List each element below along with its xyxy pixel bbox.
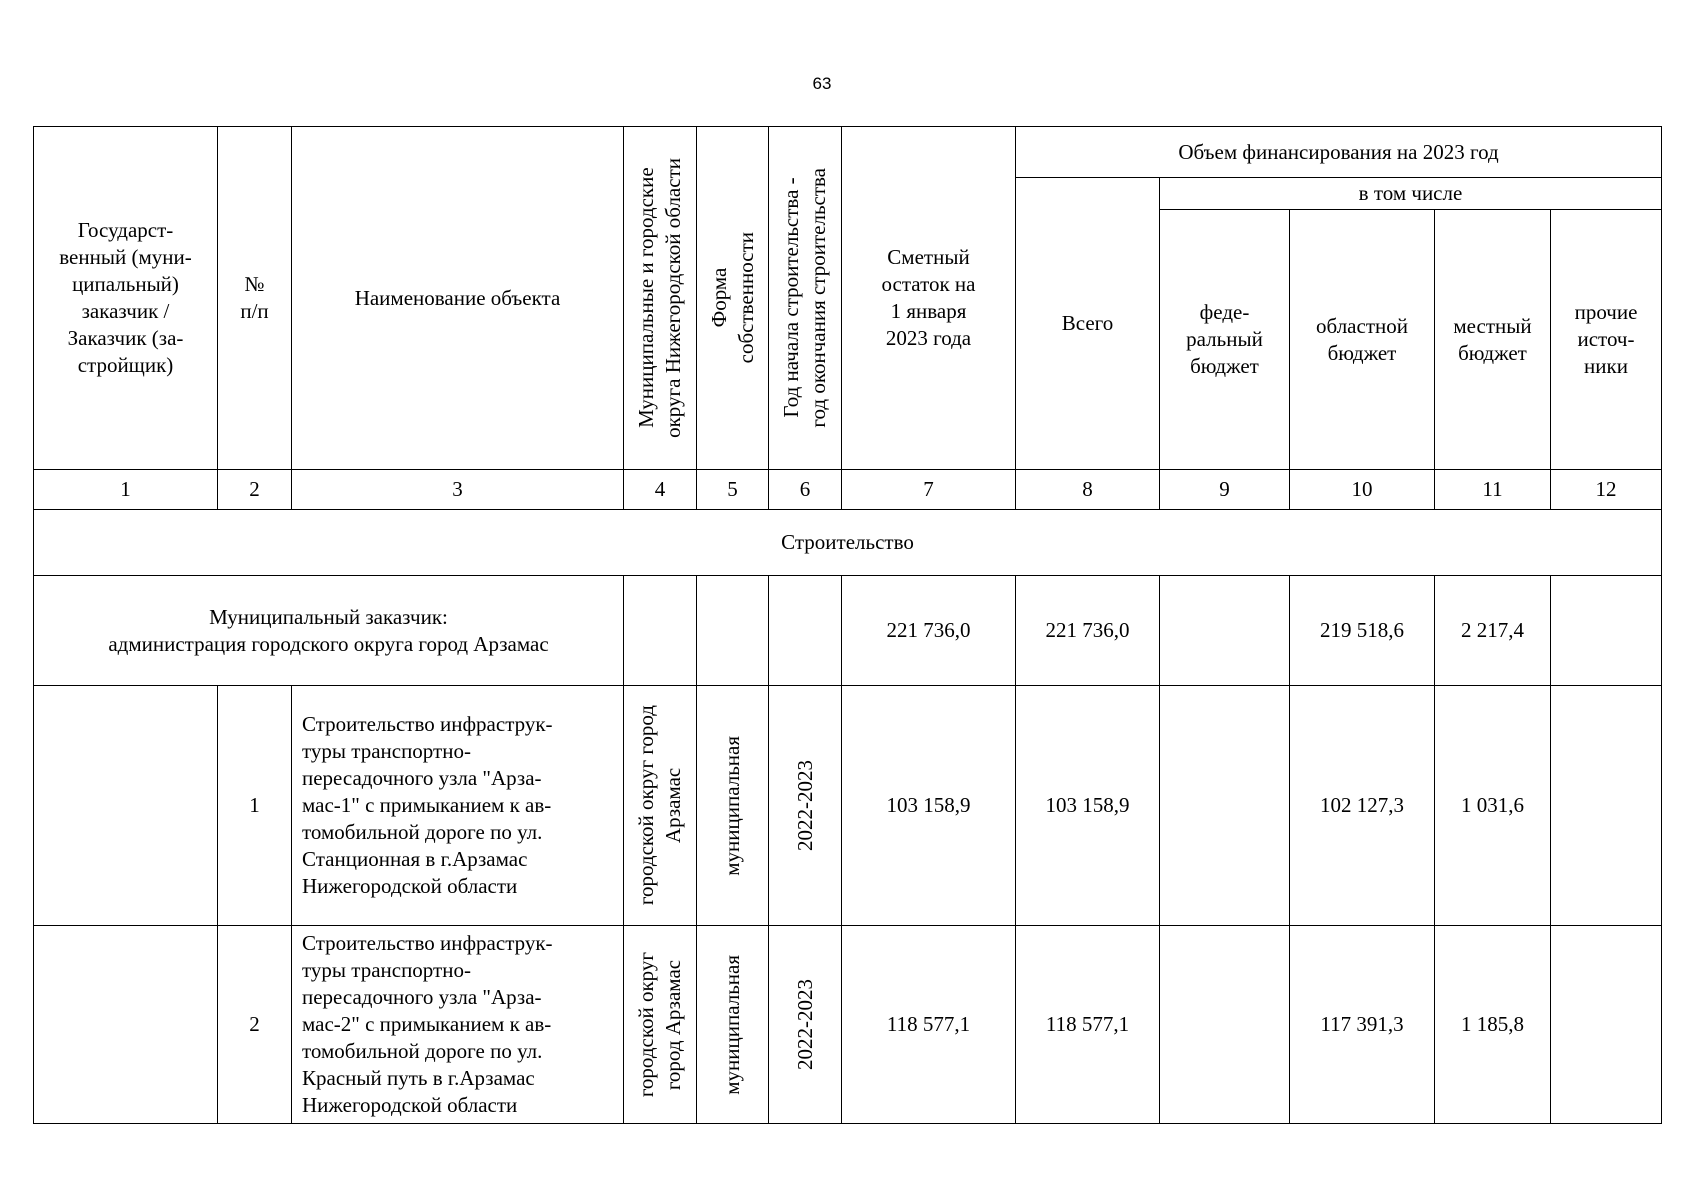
customer-federal (1160, 576, 1290, 686)
header-customer: Государст- венный (муни- ципальный) заказчик / Заказчик (за- стройщик) (34, 127, 218, 470)
column-number: 12 (1551, 470, 1662, 510)
column-number-row (34, 470, 1662, 510)
table-row (34, 686, 1662, 926)
row-years: 2022-2023 (769, 686, 842, 926)
customer-district (624, 576, 697, 686)
column-number: 8 (1016, 470, 1160, 510)
row-other (1551, 686, 1662, 926)
row-customer (34, 926, 218, 1124)
customer-remaining: 221 736,0 (842, 576, 1016, 686)
row-regional: 117 391,3 (1290, 926, 1435, 1124)
header-row-1 (34, 127, 1662, 178)
customer-other (1551, 576, 1662, 686)
column-number: 5 (697, 470, 769, 510)
customer-local: 2 217,4 (1435, 576, 1551, 686)
section-row (34, 510, 1662, 576)
row-total: 118 577,1 (1016, 926, 1160, 1124)
header-district: Муниципальные и городские округа Нижегородской области (624, 127, 697, 470)
table-row (34, 926, 1662, 1124)
header-federal: феде- ральный бюджет (1160, 210, 1290, 470)
row-federal (1160, 686, 1290, 926)
header-ownership: Форма собственности (697, 127, 769, 470)
header-local: местный бюджет (1435, 210, 1551, 470)
customer-total: 221 736,0 (1016, 576, 1160, 686)
row-object-name: Строительство инфраструк- туры транспортно- пересадочного узла "Арза- мас-2" с примыканием к ав- томобильной дороге по ул. Красный путь в г.Арзамас Нижегородской области (292, 926, 624, 1124)
column-number: 3 (292, 470, 624, 510)
financing-table (33, 126, 1662, 1124)
row-district: городской округ город Арзамас (624, 926, 697, 1124)
column-number: 1 (34, 470, 218, 510)
header-years: Год начала строительства - год окончания строительства (769, 127, 842, 470)
header-total: Всего (1016, 178, 1160, 470)
row-regional: 102 127,3 (1290, 686, 1435, 926)
column-number: 7 (842, 470, 1016, 510)
row-ownership: муниципальная (697, 926, 769, 1124)
row-district: городской округ город Арзамас (624, 686, 697, 926)
row-ownership: муниципальная (697, 686, 769, 926)
header-regional: областной бюджет (1290, 210, 1435, 470)
customer-years (769, 576, 842, 686)
customer-name: Муниципальный заказчик: администрация городского округа город Арзамас (34, 576, 624, 686)
header-number: № п/п (218, 127, 292, 470)
row-years: 2022-2023 (769, 926, 842, 1124)
customer-ownership (697, 576, 769, 686)
header-object-name: Наименование объекта (292, 127, 624, 470)
row-remaining: 103 158,9 (842, 686, 1016, 926)
column-number: 10 (1290, 470, 1435, 510)
row-remaining: 118 577,1 (842, 926, 1016, 1124)
column-number: 4 (624, 470, 697, 510)
column-number: 9 (1160, 470, 1290, 510)
header-other: прочие источ- ники (1551, 210, 1662, 470)
column-number: 6 (769, 470, 842, 510)
column-number: 11 (1435, 470, 1551, 510)
row-customer (34, 686, 218, 926)
row-object-name: Строительство инфраструк- туры транспортно- пересадочного узла "Арза- мас-1" с примыканием к ав- томобильной дороге по ул. Станционная в г.Арзамас Нижегородской области (292, 686, 624, 926)
header-remaining: Сметный остаток на 1 января 2023 года (842, 127, 1016, 470)
row-federal (1160, 926, 1290, 1124)
column-number: 2 (218, 470, 292, 510)
page-number: 63 (812, 74, 832, 93)
header-funding-title: Объем финансирования на 2023 год (1016, 127, 1662, 178)
row-other (1551, 926, 1662, 1124)
header-including: в том числе (1160, 178, 1662, 210)
row-number: 2 (218, 926, 292, 1124)
row-local: 1 185,8 (1435, 926, 1551, 1124)
row-number: 1 (218, 686, 292, 926)
section-title: Строительство (34, 510, 1662, 576)
row-local: 1 031,6 (1435, 686, 1551, 926)
row-total: 103 158,9 (1016, 686, 1160, 926)
customer-regional: 219 518,6 (1290, 576, 1435, 686)
customer-row (34, 576, 1662, 686)
